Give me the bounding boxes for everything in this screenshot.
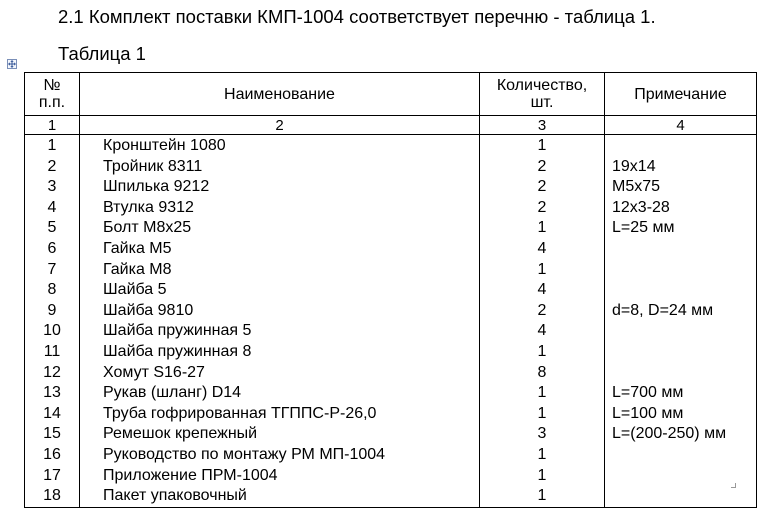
row-number: 6 [25,239,80,260]
table-row [25,177,757,198]
table-row [25,157,757,178]
row-quantity: 1 [480,404,605,425]
row-number: 12 [25,363,80,384]
row-quantity: 1 [480,466,605,487]
row-quantity: 2 [480,177,605,198]
row-number: 4 [25,198,80,219]
row-name: Шайба пружинная 5 [80,321,480,342]
table-row [25,218,757,239]
table-row [25,239,757,260]
row-number: 9 [25,301,80,322]
row-name: Хомут S16-27 [80,363,480,384]
row-quantity: 4 [480,321,605,342]
row-note [605,321,757,342]
row-number: 15 [25,424,80,445]
row-quantity: 2 [480,198,605,219]
row-quantity: 1 [480,342,605,363]
row-note [605,135,757,157]
row-note [605,445,757,466]
row-name: Руководство по монтажу РМ МП-1004 [80,445,480,466]
row-quantity: 1 [480,383,605,404]
row-name: Болт М8х25 [80,218,480,239]
row-quantity: 8 [480,363,605,384]
row-note [605,280,757,301]
table-row [25,342,757,363]
row-name: Кронштейн 1080 [80,135,480,157]
row-note [605,486,757,507]
table-row [25,280,757,301]
row-number: 17 [25,466,80,487]
table-row [25,424,757,445]
table-move-handle-icon[interactable] [7,59,17,69]
cell-end-mark [731,483,736,488]
row-quantity: 1 [480,218,605,239]
row-number: 7 [25,260,80,281]
row-quantity: 4 [480,239,605,260]
table-row [25,404,757,425]
table-row [25,198,757,219]
row-number: 3 [25,177,80,198]
row-number: 11 [25,342,80,363]
table-row [25,260,757,281]
column-number: 3 [480,116,605,135]
row-name: Гайка М8 [80,260,480,281]
row-note [605,342,757,363]
row-note [605,260,757,281]
header-name: Наименование [80,73,480,116]
row-note [605,239,757,260]
table-row [25,383,757,404]
row-number: 18 [25,486,80,507]
row-number: 5 [25,218,80,239]
table-row [25,321,757,342]
row-note [605,363,757,384]
row-name: Ремешок крепежный [80,424,480,445]
row-number: 1 [25,135,80,157]
row-number: 14 [25,404,80,425]
row-name: Шайба 9810 [80,301,480,322]
row-note: L=700 мм [605,383,757,404]
header-note: Примечание [605,73,757,116]
row-quantity: 1 [480,135,605,157]
row-note: 12х3-28 [605,198,757,219]
table-row [25,466,757,487]
table-header-row [25,73,757,116]
header-number-line2: п.п. [38,94,66,111]
table-row [25,301,757,322]
row-name: Рукав (шланг) D14 [80,383,480,404]
row-quantity: 4 [480,280,605,301]
row-name: Шпилька 9212 [80,177,480,198]
section-heading: 2.1 Комплект поставки КМП-1004 соответствует перечню - таблица 1. [58,6,656,27]
row-number: 16 [25,445,80,466]
column-number: 2 [80,116,480,135]
row-quantity: 2 [480,301,605,322]
table-row [25,135,757,157]
row-name: Тройник 8311 [80,157,480,178]
row-number: 2 [25,157,80,178]
row-name: Пакет упаковочный [80,486,480,507]
row-number: 13 [25,383,80,404]
header-number [25,73,80,116]
row-name: Приложение ПРМ-1004 [80,466,480,487]
row-note: L=25 мм [605,218,757,239]
row-name: Шайба 5 [80,280,480,301]
row-name: Гайка М5 [80,239,480,260]
table-row [25,486,757,507]
table-row [25,445,757,466]
row-note: d=8, D=24 мм [605,301,757,322]
table-row [25,363,757,384]
column-number: 4 [605,116,757,135]
row-note: М5х75 [605,177,757,198]
row-note: L=(200-250) мм [605,424,757,445]
header-quantity-line2: шт. [530,94,554,111]
header-quantity-line1: Количество, [496,77,588,94]
row-name: Труба гофрированная ТГППС-Р-26,0 [80,404,480,425]
row-quantity: 1 [480,260,605,281]
row-name: Втулка 9312 [80,198,480,219]
row-number: 8 [25,280,80,301]
row-quantity: 1 [480,445,605,466]
row-quantity: 3 [480,424,605,445]
header-number-line1: № [43,77,61,94]
row-note: 19x14 [605,157,757,178]
column-number: 1 [25,116,80,135]
delivery-set-table [24,72,757,508]
row-quantity: 1 [480,486,605,507]
table-caption: Таблица 1 [58,43,146,64]
row-note: L=100 мм [605,404,757,425]
row-number: 10 [25,321,80,342]
row-name: Шайба пружинная 8 [80,342,480,363]
column-number-row [25,116,757,135]
row-quantity: 2 [480,157,605,178]
header-quantity [480,73,605,116]
